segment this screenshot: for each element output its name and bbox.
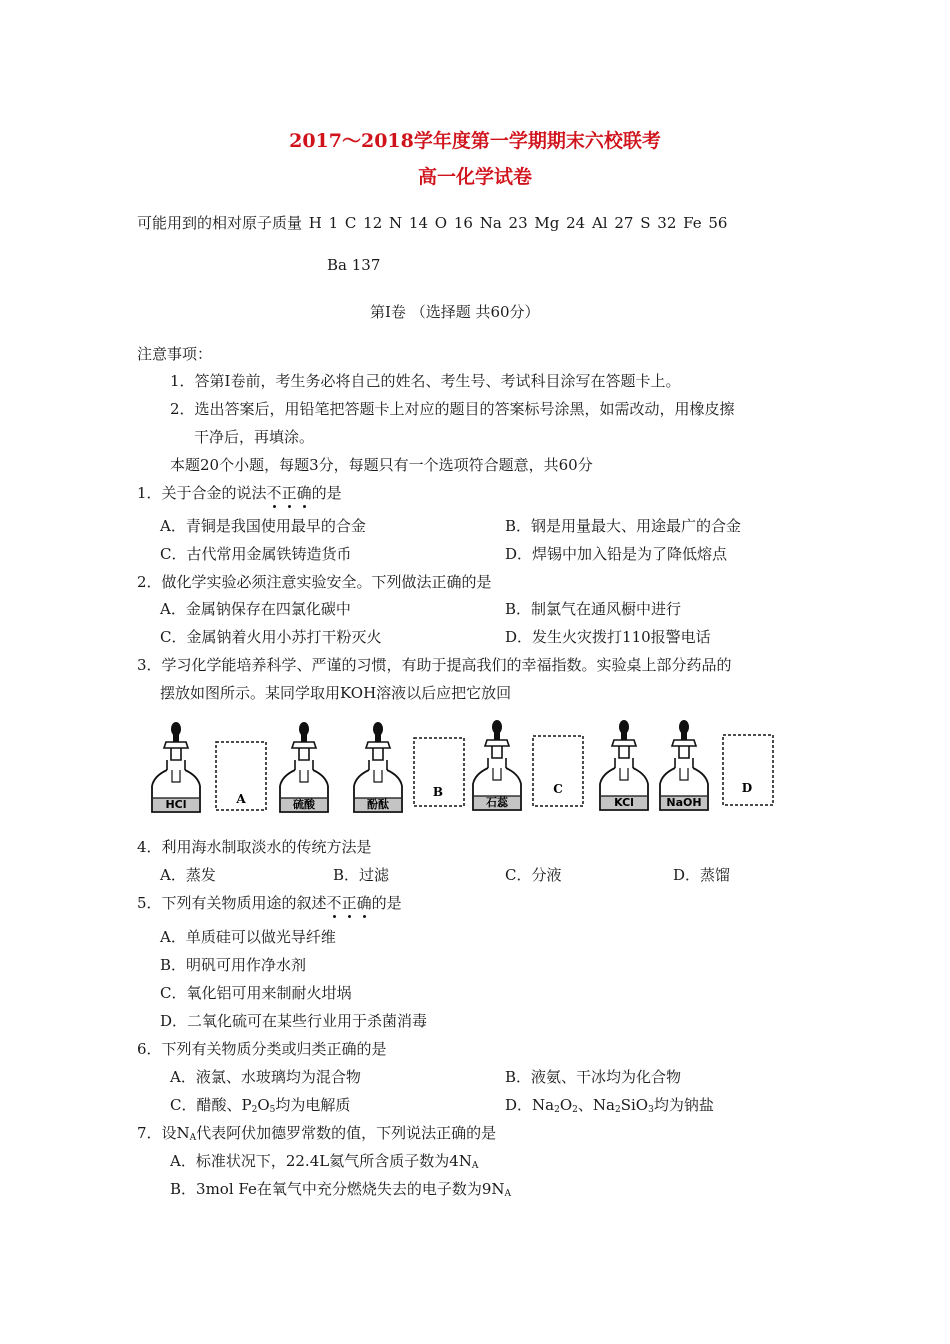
slot-label-b: B bbox=[432, 785, 444, 799]
exam-subtitle: 高一化学试卷 bbox=[417, 166, 532, 188]
stem-text: 5．下列有关物质用途的叙述 bbox=[137, 894, 327, 912]
bottle-kcl bbox=[600, 720, 648, 810]
q7-option-b bbox=[170, 1179, 511, 1204]
q1-option-d: D．焊锡中加入铅是为了降低熔点 bbox=[505, 545, 728, 563]
q4-option-d: D．蒸馏 bbox=[673, 866, 731, 884]
q5-option-b: B．明矾可用作净水剂 bbox=[160, 956, 307, 974]
q2-option-a: A．金属钠保存在四氯化碳中 bbox=[160, 600, 351, 618]
atomic-mass-line: 可能用到的相对原子质量 H 1 C 12 N 14 O 16 Na 23 Mg 24 Al 27 S 32 Fe 56 bbox=[137, 214, 728, 232]
option-text: 均为钠盐 bbox=[653, 1096, 714, 1114]
note-item-1: 1．答第Ⅰ卷前，考生务必将自己的姓名、考生号、考试科目涂写在答题卡上。 bbox=[170, 372, 681, 390]
q1-option-c: C．古代常用金属铁铸造货币 bbox=[160, 545, 352, 563]
emphasis-char: 不 bbox=[266, 484, 282, 502]
q6-option-d bbox=[505, 1095, 714, 1120]
q5-option-d: D．二氧化硫可在某些行业用于杀菌消毒 bbox=[160, 1012, 428, 1030]
subscript: 2 bbox=[251, 1105, 258, 1115]
bottle-naoh bbox=[660, 720, 708, 810]
subscript: 2 bbox=[614, 1105, 621, 1115]
slot-label-a: A bbox=[236, 792, 246, 806]
section-heading: 第Ⅰ卷 （选择题 共60分） bbox=[370, 303, 540, 321]
slot-label-c: C bbox=[553, 782, 563, 796]
stem-text: 代表阿伏加德罗常数的值，下列说法正确的是 bbox=[196, 1124, 497, 1142]
stem-text: 1．关于合金的说法 bbox=[137, 484, 267, 502]
q5-option-c: C．氧化铝可用来制耐火坩埚 bbox=[160, 984, 352, 1002]
bottle-litmus bbox=[473, 720, 521, 810]
q6-option-c bbox=[170, 1095, 350, 1120]
question-3-stem: 3．学习化学能培养科学、严谨的习惯，有助于提高我们的幸福指数。实验桌上部分药品的 bbox=[137, 656, 732, 674]
bottle-phenolphthalein bbox=[354, 722, 402, 812]
subscript: 3 bbox=[648, 1105, 654, 1115]
q2-option-b: B．制氯气在通风橱中进行 bbox=[505, 600, 682, 618]
slot-label-d: D bbox=[741, 781, 753, 795]
subscript: A bbox=[471, 1161, 479, 1171]
bottle-label: 酚酞 bbox=[367, 798, 389, 811]
notes-heading: 注意事项： bbox=[137, 345, 213, 363]
bottle-label: KCl bbox=[614, 796, 634, 809]
option-text: C．醋酸、P bbox=[170, 1096, 252, 1114]
exam-title: 2017～2018学年度第一学期期末六校联考 bbox=[289, 130, 661, 152]
q6-option-a: A．液氯、水玻璃均为混合物 bbox=[170, 1068, 361, 1086]
emphasis-char: 确 bbox=[356, 894, 372, 912]
option-text: B．3mol Fe在氧气中充分燃烧失去的电子数为9N bbox=[170, 1180, 505, 1198]
stem-text: 的是 bbox=[371, 894, 402, 912]
q1-option-b: B．钢是用量最大、用途最广的合金 bbox=[505, 517, 742, 535]
q1-option-a: A．青铜是我国使用最早的合金 bbox=[160, 517, 366, 535]
emphasis-char: 不 bbox=[326, 894, 342, 912]
question-2-stem: 2．做化学实验必须注意实验安全。下列做法正确的是 bbox=[137, 573, 492, 591]
question-3-stem-cont: 摆放如图所示。某同学取用KOH溶液以后应把它放回 bbox=[160, 684, 512, 702]
bottle-hcl bbox=[152, 722, 200, 812]
q4-option-b: B．过滤 bbox=[333, 866, 390, 884]
subscript: 5 bbox=[269, 1105, 276, 1115]
option-text: 、Na bbox=[577, 1096, 615, 1114]
note-item-2-cont: 干净后，再填涂。 bbox=[194, 428, 315, 446]
stem-text: 的是 bbox=[311, 484, 342, 502]
option-text: 均为电解质 bbox=[275, 1096, 351, 1114]
stem-text: 7．设N bbox=[137, 1124, 190, 1142]
subscript: 2 bbox=[554, 1105, 560, 1115]
bottle-label: 硫酸 bbox=[293, 798, 315, 811]
emphasis-char: 正 bbox=[341, 894, 357, 912]
option-text: O bbox=[257, 1096, 270, 1114]
reagent-shelf-figure bbox=[148, 718, 788, 818]
bottle-label: 石蕊 bbox=[486, 796, 508, 809]
q2-option-c: C．金属钠着火用小苏打干粉灭火 bbox=[160, 628, 382, 646]
subscript: A bbox=[504, 1189, 512, 1199]
q4-option-a: A．蒸发 bbox=[160, 866, 216, 884]
option-text: D．Na bbox=[505, 1096, 555, 1114]
question-4-stem: 4．利用海水制取淡水的传统方法是 bbox=[137, 838, 372, 856]
subscript: 2 bbox=[572, 1105, 578, 1115]
option-text: O bbox=[559, 1096, 573, 1114]
question-7-stem bbox=[137, 1123, 496, 1148]
q4-option-c: C．分液 bbox=[505, 866, 562, 884]
bottle-sulfuric-acid bbox=[280, 722, 328, 812]
subscript: A bbox=[189, 1133, 197, 1143]
option-text: SiO bbox=[620, 1096, 649, 1114]
instructions: 本题20个小题，每题3分，每题只有一个选项符合题意，共60分 bbox=[170, 456, 593, 474]
q5-option-a: A．单质硅可以做光导纤维 bbox=[160, 928, 336, 946]
question-5-stem bbox=[137, 893, 402, 913]
q6-option-b: B．液氨、干冰均为化合物 bbox=[505, 1068, 682, 1086]
q7-option-a bbox=[170, 1151, 478, 1176]
atomic-mass-line-2: Ba 137 bbox=[327, 256, 381, 274]
question-6-stem: 6．下列有关物质分类或归类正确的是 bbox=[137, 1040, 387, 1058]
emphasis-char: 确 bbox=[296, 484, 312, 502]
option-text: A．标准状况下，22.4L氦气所含质子数为4N bbox=[170, 1152, 472, 1170]
question-1-stem bbox=[137, 483, 342, 503]
q2-option-d: D．发生火灾拨打110报警电话 bbox=[505, 628, 711, 646]
bottle-label: NaOH bbox=[666, 796, 702, 809]
bottle-label: HCl bbox=[165, 798, 187, 811]
emphasis-char: 正 bbox=[281, 484, 297, 502]
note-item-2: 2．选出答案后，用铅笔把答题卡上对应的题目的答案标号涂黑，如需改动，用橡皮擦 bbox=[170, 400, 735, 418]
